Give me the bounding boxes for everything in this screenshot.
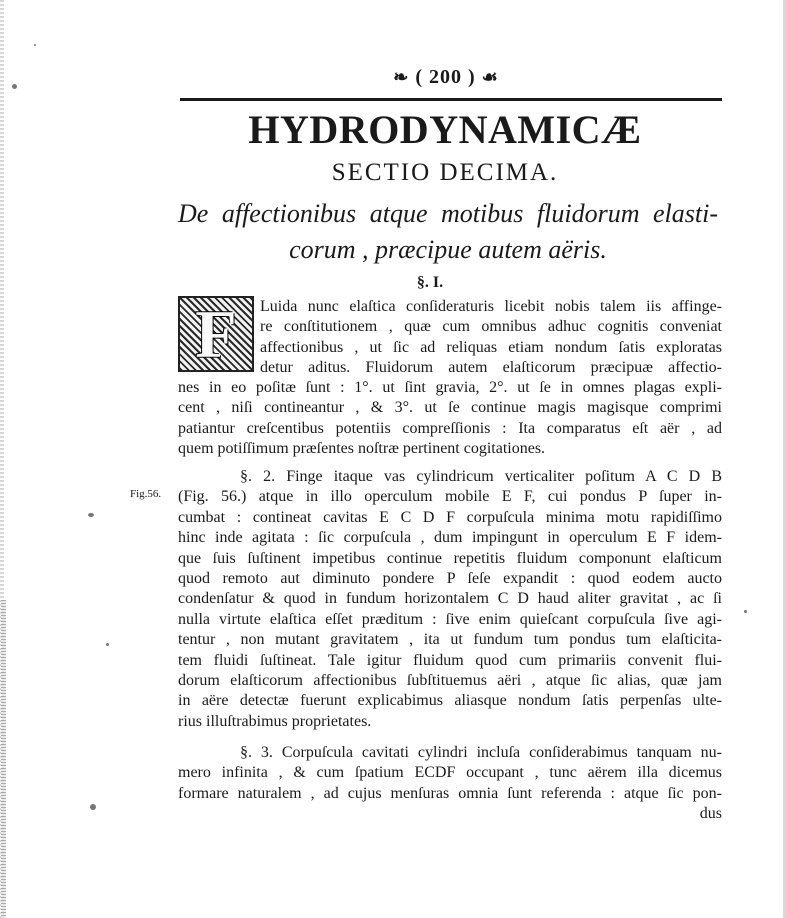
scan-speck [88,513,94,517]
catchword: dus [699,805,722,823]
text-line: hinc inde agitata : ſic corpuſcula , dum impingunt in operculum E F idem- [178,529,722,547]
text-line: nulla virtute elaſtica eſſet præditum : ſive enim quieſcant corpuſcula ſive agi- [178,610,722,628]
text-line: re conſtitutionem , quæ cum omnibus adhuc cognitis conveniat [260,318,722,336]
text-line: condenſatur & quod in fundum horizontalem C D haud aliter gravitat , ac ſi [178,590,722,608]
text-line: cent , niſi contineantur , & 3°. ut ſe continue magis magisque comprimi [178,399,722,417]
text-line: (Fig. 56.) atque in illo operculum mobile E F, cui pondus P ſuper in- [178,488,722,506]
book-title: HYDRODYNAMICÆ [248,107,642,152]
ornament-left-icon: ❧ [393,67,410,87]
scan-speck [34,44,36,46]
paragraph-mark: §. I. [416,274,444,291]
ornament-right-icon: ☙ [481,67,499,87]
running-header [182,66,710,89]
figure-margin-note: Fig.56. [130,488,162,500]
text-line: Luida nunc elaſtica conſideraturis licebit nobis talem iis affinge- [260,298,722,315]
scan-speck [744,610,747,613]
decorated-initial [178,296,254,372]
scan-speck [106,643,109,646]
text-line: cumbat : contineat cavitas E C D F corpuſcula minima motu rapidiſſimo [178,508,722,526]
text-line: in aëre detectæ fuerunt explicabimus aliasque nondum ſatis perpenſas ulte- [178,692,722,710]
heading-line: corum , præcipue autem aëris. [289,235,607,264]
header-rule [180,98,722,101]
text-line: que ſuis ſuſtinent impetibus continue repetitis fluidum componunt elaſticum [178,549,722,567]
initial-letter: F [195,296,237,372]
paragraph-1 [178,378,722,460]
text-line: §. 3. Corpuſcula cavitati cylindri incluſa conſiderabimus tanquam nu- [240,744,722,761]
text-line: tentur , non mutant gravitatem , ita ut fundum tum pondus tum elaſticita- [178,631,722,649]
text-line: detur aditus. Fluidorum autem elaſticorum præcipuæ affectio- [260,359,722,377]
text-line: rius illuſtrabimus proprietates. [178,712,372,730]
text-line: quod remoto aut diminuto pondere P ſeſe expandit : quod eodem aucto [178,570,722,588]
text-line: mero infinita , & cum ſpatium ECDF occupant , tunc aërem illa dicemus [178,764,722,782]
text-line: §. 2. Finge itaque vas cylindricum verticaliter poſitum A C D B [240,468,722,485]
scan-edge-binding [1,600,6,918]
scan-speck [12,84,17,89]
text-line: tem fluidi ſuſtineat. Tale igitur fluidum quod cum primariis convenit flui- [178,651,722,669]
text-line: dorum elaſticorum affectionibus ſubſtituemus aëri , atque ſic alias, quæ jam [178,672,722,690]
paragraph-3 [178,743,722,825]
paragraph-1-beside-initial [260,297,722,379]
text-line: nes in eo poſitæ ſunt : 1°. ut ſint gravia, 2°. ut ſe in omnes plagas expli- [178,379,722,396]
scan-speck [90,804,96,810]
paragraph-2 [178,467,722,732]
page-number: ( 200 ) [415,66,476,88]
text-line: patiantur creſcentibus potentiis compreſſionis : Ita comparatus eſt aër , ad [178,419,722,437]
text-line: affectionibus , ut ſic ad reliquas etiam nondum ſatis exploratas [260,338,722,356]
heading-line: De affectionibus atque motibus fluidorum elasti- [178,199,718,228]
section-heading [178,196,718,268]
text-line: quem potiſſimum præſentes noſtræ pertinent cogitationes. [178,440,546,458]
section-title: SECTIO DECIMA. [331,159,559,186]
text-line: formare naturalem , ad cujus menſuras omnia ſunt referenda : atque ſic pon- [178,784,722,802]
